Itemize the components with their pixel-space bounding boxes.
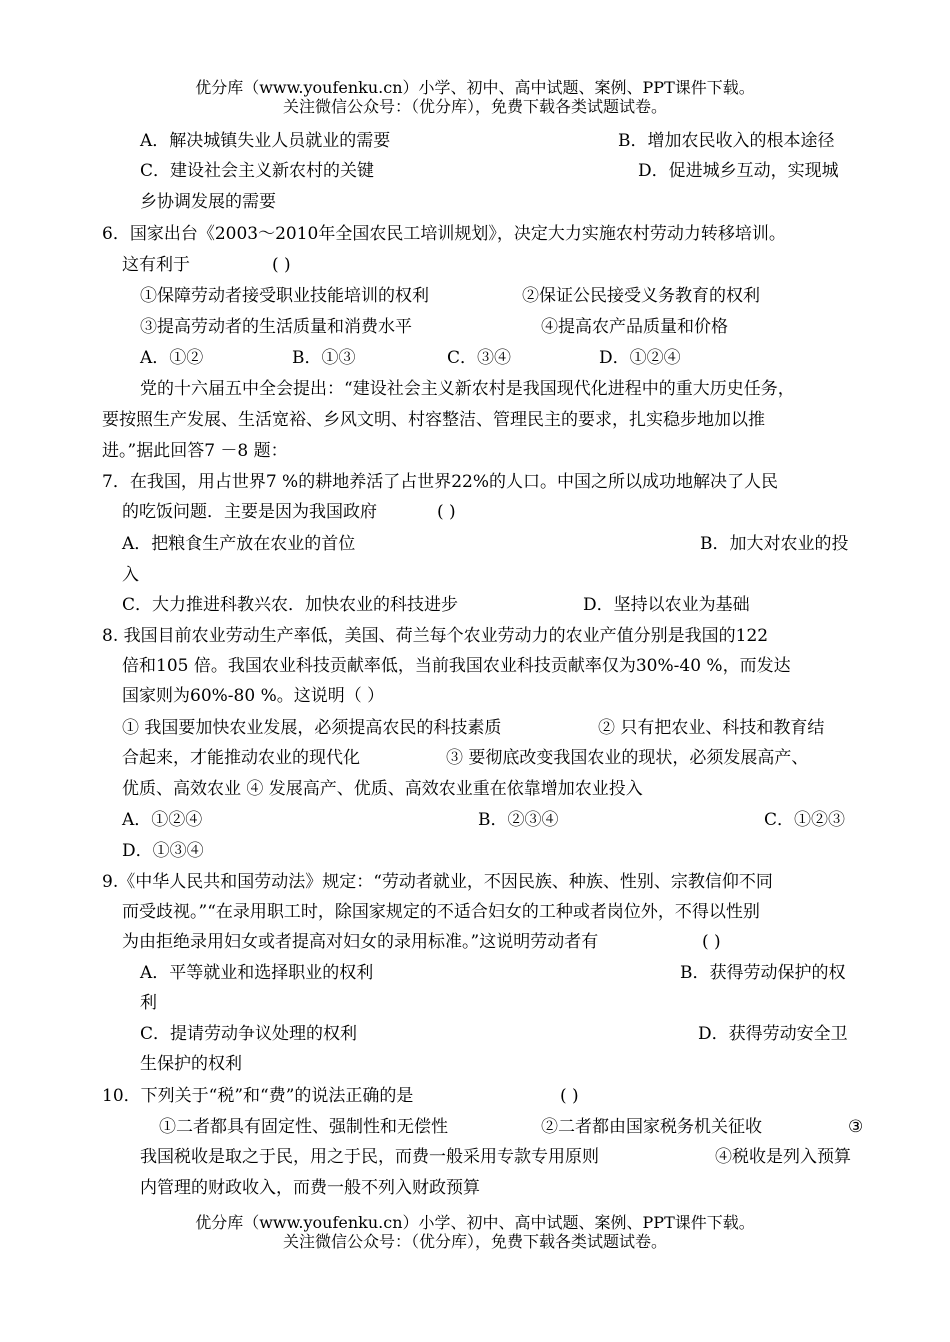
q5-option-d-cont: 乡协调发展的需要	[140, 192, 276, 212]
q10-statement-3: 我国税收是取之于民，用之于民，而费一般采用专款专用原则	[140, 1147, 599, 1167]
q5-option-a: A．解决城镇失业人员就业的需要	[140, 131, 391, 151]
passage-line-1: 党的十六届五中全会提出：“建设社会主义新农村是我国现代化进程中的重大历史任务，	[140, 379, 795, 399]
q9-option-a: A．平等就业和选择职业的权利	[140, 963, 374, 983]
footer-line-1: 优分库（www.youfenku.cn）小学、初中、高中试题、案例、PPT课件下载。	[195, 1213, 755, 1232]
passage-line-2: 要按照生产发展、生活宽裕、乡风文明、村容整洁、管理民主的要求，扎实稳步地加以推	[102, 410, 765, 430]
q8-option-c: C．①②③	[764, 810, 846, 830]
q7-stem: 7．在我国，用占世界7 %的耕地养活了占世界22%的人口。中国之所以成功地解决了人民	[102, 472, 778, 492]
q6-answer-paren: ( )	[272, 255, 291, 275]
q8-option-d: D．①③④	[122, 841, 204, 861]
q9-option-b-cont: 利	[140, 993, 157, 1013]
q8-stem: 8. 我国目前农业劳动生产率低，美国、荷兰每个农业劳动力的农业产值分别是我国的122	[102, 626, 769, 646]
q7-option-d: D．坚持以农业为基础	[583, 595, 750, 615]
q7-option-b-cont: 入	[122, 565, 139, 585]
q6-option-b: B．①③	[292, 348, 356, 368]
q9-option-d: D．获得劳动安全卫	[698, 1024, 848, 1044]
q8-stem-cont-1: 倍和105 倍。我国农业科技贡献率低，当前我国农业科技贡献率仅为30%-40 %，而发达	[122, 656, 791, 676]
q5-option-d: D．促进城乡互动，实现城	[638, 161, 839, 181]
footer-line-2: 关注微信公众号：（优分库），免费下载各类试题试卷。	[282, 1232, 667, 1251]
q8-statement-2: ② 只有把农业、科技和教育结	[598, 718, 825, 738]
q6-option-a: A．①②	[140, 348, 204, 368]
header-line-1: 优分库（www.youfenku.cn）小学、初中、高中试题、案例、PPT课件下载。	[195, 78, 755, 97]
q10-statement-4-cont: 内管理的财政收入，而费一般不列入财政预算	[140, 1178, 480, 1198]
q7-stem-cont: 的吃饭问题．主要是因为我国政府	[122, 502, 377, 522]
q8-stem-cont-2: 国家则为60%-80 %。这说明（ ）	[122, 686, 385, 706]
q7-option-a: A．把粮食生产放在农业的首位	[122, 534, 356, 554]
q8-statement-3-4: 优质、高效农业 ④ 发展高产、优质、高效农业重在依靠增加农业投入	[122, 779, 643, 799]
q10-statement-2: ②二者都由国家税务机关征收	[541, 1117, 762, 1137]
q8-statement-1: ① 我国要加快农业发展，必须提高农民的科技素质	[122, 718, 502, 738]
q5-option-c: C．建设社会主义新农村的关键	[140, 161, 375, 181]
q9-option-b: B．获得劳动保护的权	[680, 963, 846, 983]
q8-statement-3: ③ 要彻底改变我国农业的现状，必须发展高产、	[446, 748, 809, 768]
passage-line-3: 进。”据此回答7 －8 题：	[102, 441, 288, 461]
q5-option-b: B．增加农民收入的根本途径	[618, 131, 835, 151]
q10-statement-4: ④税收是列入预算	[715, 1147, 851, 1167]
q6-stem: 6．国家出台《2003～2010年全国农民工培训规划》，决定大力实施农村劳动力转移培训。	[102, 224, 786, 244]
q8-statement-2-cont: 合起来，才能推动农业的现代化	[122, 748, 360, 768]
q6-statement-3: ③提高劳动者的生活质量和消费水平	[140, 317, 412, 337]
q6-statement-4: ④提高农产品质量和价格	[541, 317, 728, 337]
q6-statement-2: ②保证公民接受义务教育的权利	[522, 286, 760, 306]
header-line-2: 关注微信公众号：（优分库），免费下载各类试题试卷。	[282, 97, 667, 116]
q10-stem: 10．下列关于“税”和“费”的说法正确的是	[102, 1086, 414, 1106]
q7-option-c: C．大力推进科教兴农．加快农业的科技进步	[122, 595, 459, 615]
q8-option-b: B．②③④	[478, 810, 559, 830]
q6-option-c: C．③④	[447, 348, 512, 368]
q6-option-d: D．①②④	[599, 348, 681, 368]
q9-option-d-cont: 生保护的权利	[140, 1054, 242, 1074]
q10-statement-3-marker: ③	[848, 1117, 864, 1137]
q9-stem-cont-1: 而受歧视。”“在录用职工时，除国家规定的不适合妇女的工种或者岗位外，不得以性别	[122, 902, 760, 922]
q8-option-a: A．①②④	[122, 810, 203, 830]
q9-stem: 9.《中华人民共和国劳动法》规定：“劳动者就业，不因民族、种族、性别、宗教信仰不同	[102, 872, 773, 892]
q7-answer-paren: ( )	[437, 502, 456, 522]
q6-statement-1: ①保障劳动者接受职业技能培训的权利	[140, 286, 429, 306]
q9-answer-paren: ( )	[702, 932, 721, 952]
q10-answer-paren: ( )	[560, 1086, 579, 1106]
q7-option-b: B．加大对农业的投	[700, 534, 849, 554]
q9-option-c: C．提请劳动争议处理的权利	[140, 1024, 358, 1044]
q10-statement-1: ①二者都具有固定性、强制性和无偿性	[159, 1117, 448, 1137]
q6-stem-cont: 这有利于	[122, 255, 190, 275]
q9-stem-cont-2: 为由拒绝录用妇女或者提高对妇女的录用标准。”这说明劳动者有	[122, 932, 599, 952]
